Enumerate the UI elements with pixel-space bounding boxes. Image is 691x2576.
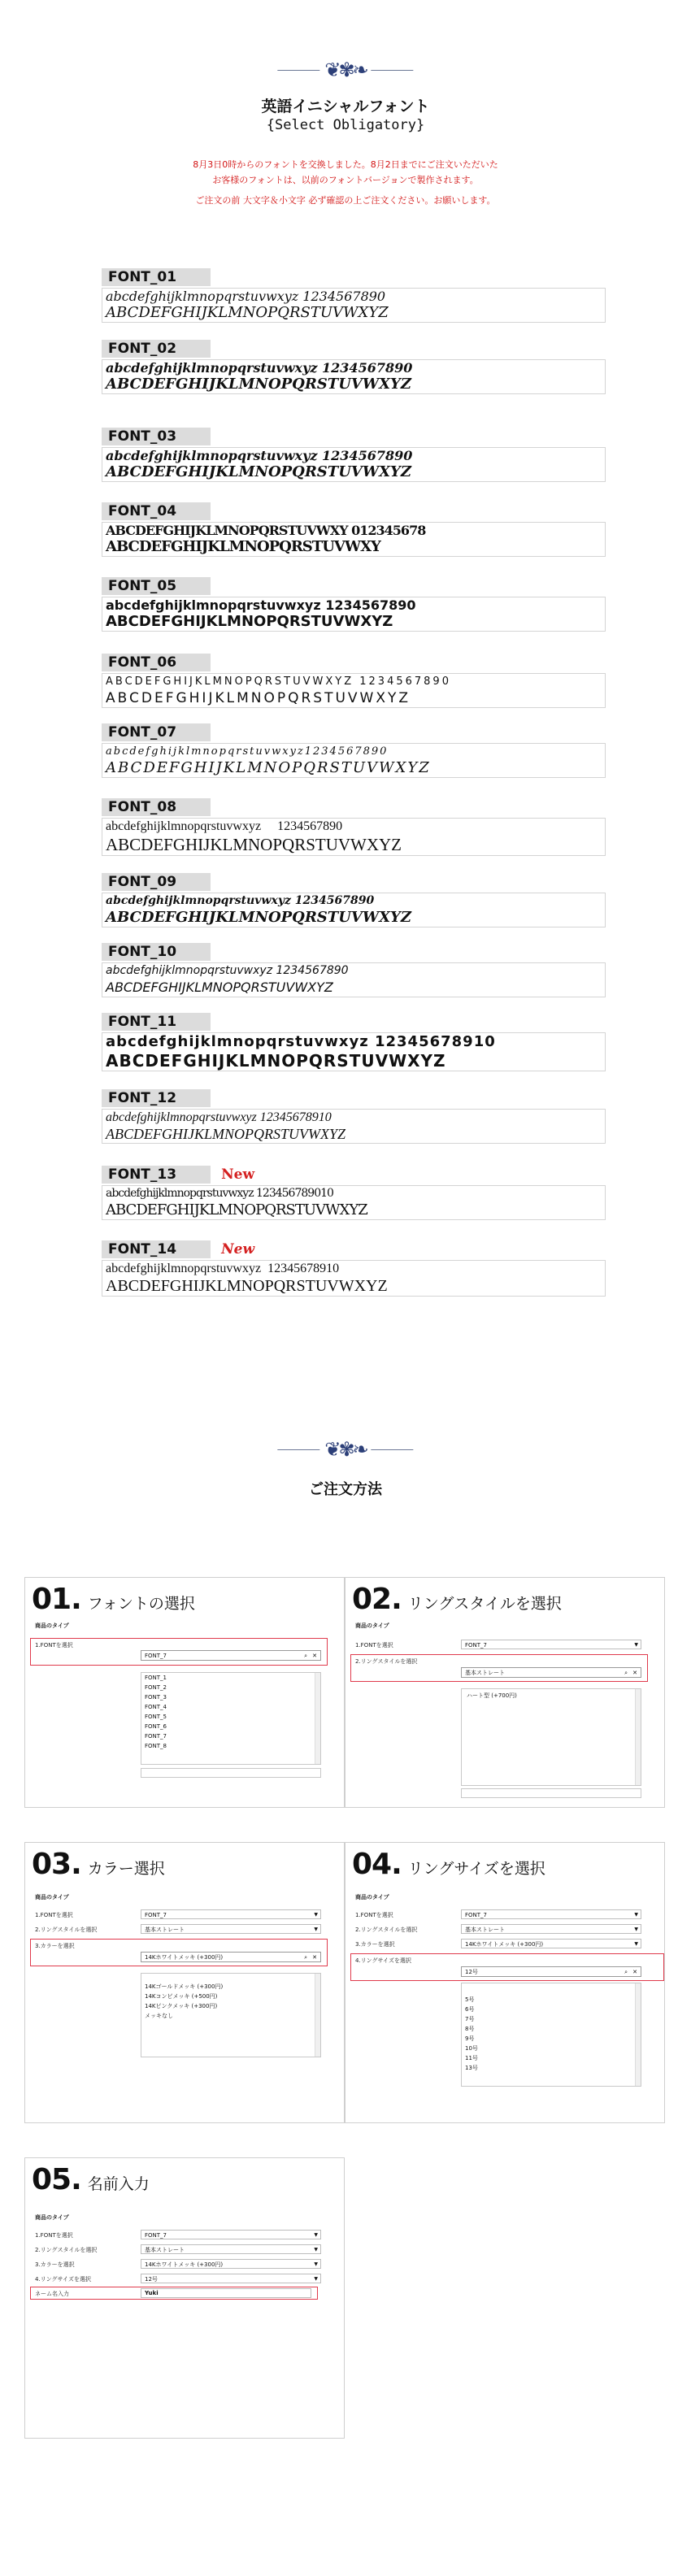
color-field-label: 3.カラーを選択 bbox=[35, 1943, 75, 1949]
step-header bbox=[352, 1848, 545, 1881]
style-field-label: 2.リングスタイルを選択 bbox=[355, 1658, 418, 1665]
step-title: リングスタイルを選択 bbox=[407, 1595, 562, 1613]
font-sample-box bbox=[102, 522, 606, 557]
font-sample-box bbox=[102, 1185, 606, 1220]
font-search-input[interactable] bbox=[141, 1650, 321, 1661]
font-label: FONT_14 bbox=[102, 1240, 211, 1258]
scrollbar[interactable] bbox=[315, 1974, 320, 2057]
list-item[interactable]: 13号 bbox=[465, 2065, 478, 2071]
size-select[interactable] bbox=[141, 2274, 321, 2283]
style-select[interactable] bbox=[461, 1924, 641, 1934]
list-item[interactable]: メッキなし bbox=[145, 2013, 173, 2019]
font-label: FONT_06 bbox=[102, 654, 211, 671]
sample-uppercase: ABCDEFGHIJKLMNOPQRSTUVWXYZ bbox=[106, 980, 333, 995]
list-item[interactable]: 6号 bbox=[465, 2006, 475, 2013]
list-item[interactable]: 14Kゴールドメッキ (+300円) bbox=[145, 1983, 224, 1990]
font-field-label: 1.FONTを選択 bbox=[35, 2232, 73, 2239]
sample-lowercase: abcdefghijklmnopqrstuvwxyz 1234567890 bbox=[106, 289, 386, 304]
select-value: FONT_7 bbox=[145, 1912, 167, 1918]
font-label: FONT_12 bbox=[102, 1089, 211, 1107]
list-item[interactable]: ハート型 (+700円) bbox=[467, 1692, 517, 1699]
list-item[interactable]: 7号 bbox=[465, 2016, 475, 2022]
sample-uppercase: ABCDEFGHIJKLMNOPQRSTUVWXYZ bbox=[106, 1277, 388, 1295]
font-field-label: 1.FONTを選択 bbox=[35, 1912, 73, 1918]
list-item[interactable]: FONT_2 bbox=[145, 1684, 167, 1691]
chevron-down-icon: ▼ bbox=[314, 2261, 318, 2267]
sample-lowercase: ABCDEFGHIJKLMNOPQRSTUVWXY 012345678 bbox=[106, 523, 426, 538]
style-field-label: 2.リングスタイルを選択 bbox=[355, 1927, 418, 1933]
search-icon: ⌕ bbox=[624, 1670, 628, 1676]
option-input[interactable] bbox=[141, 1768, 321, 1778]
font-sample-box bbox=[102, 893, 606, 927]
header-ornament bbox=[277, 60, 413, 80]
select-value: 基本ストレート bbox=[145, 1927, 185, 1933]
font-sample-08 bbox=[102, 798, 606, 856]
list-spacer bbox=[462, 1983, 641, 1995]
font-label: FONT_07 bbox=[102, 723, 211, 741]
name-field-label: ネーム名入力 bbox=[35, 2291, 69, 2297]
sample-uppercase: ABCDEFGHIJKLMNOPQRSTUVWXY bbox=[106, 538, 380, 555]
font-label: FONT_05 bbox=[102, 577, 211, 595]
form-heading: 商品のタイプ bbox=[35, 2214, 69, 2221]
sample-lowercase: abcdefghijklmnopqrstuvwxyz 1234567890 bbox=[106, 360, 413, 376]
select-value: FONT_7 bbox=[465, 1912, 488, 1918]
search-value: 基本ストレート bbox=[465, 1670, 505, 1676]
font-select[interactable] bbox=[141, 1909, 321, 1919]
sample-uppercase: ABCDEFGHIJKLMNOPQRSTUVWXYZ bbox=[106, 690, 411, 706]
chevron-down-icon: ▼ bbox=[634, 1642, 638, 1648]
list-item[interactable]: FONT_8 bbox=[145, 1743, 167, 1749]
sample-lowercase: ABCDEFGHIJKLMNOPQRSTUVWXYZ 1234567890 bbox=[106, 675, 451, 688]
chevron-down-icon: ▼ bbox=[314, 2276, 318, 2282]
size-options-list[interactable] bbox=[461, 1983, 641, 2087]
sample-lowercase: abcdefghijklmnopqrstuvwxyz 1234567890 bbox=[106, 597, 416, 613]
font-sample-04 bbox=[102, 502, 606, 557]
step-03-panel bbox=[24, 1842, 345, 2123]
chevron-down-icon: ▼ bbox=[314, 2247, 318, 2252]
select-value: 基本ストレート bbox=[145, 2247, 185, 2253]
search-icon: ⌕ bbox=[304, 1954, 307, 1961]
list-item[interactable]: 10号 bbox=[465, 2045, 478, 2052]
search-value: 14Kホワイトメッキ (+300円) bbox=[145, 1954, 224, 1961]
step-05-panel bbox=[24, 2157, 345, 2439]
list-item[interactable]: FONT_5 bbox=[145, 1714, 167, 1720]
font-label: FONT_02 bbox=[102, 340, 211, 358]
form-heading: 商品のタイプ bbox=[35, 1622, 69, 1629]
sample-uppercase: ABCDEFGHIJKLMNOPQRSTUVWXYZ bbox=[106, 1051, 446, 1071]
chevron-down-icon: ▼ bbox=[314, 1927, 318, 1932]
style-select[interactable] bbox=[141, 2244, 321, 2254]
list-item[interactable]: FONT_3 bbox=[145, 1694, 167, 1701]
new-badge: New bbox=[221, 1166, 255, 1183]
list-spacer bbox=[141, 1974, 320, 1982]
select-value: 14Kホワイトメッキ (+300円) bbox=[145, 2261, 224, 2268]
close-icon[interactable]: ✕ bbox=[632, 1670, 637, 1676]
close-icon[interactable]: ✕ bbox=[312, 1954, 317, 1961]
step-header bbox=[32, 1583, 195, 1616]
search-value: 12号 bbox=[465, 1969, 478, 1975]
font-sample-06 bbox=[102, 654, 606, 708]
font-sample-10 bbox=[102, 943, 606, 997]
color-search-input[interactable] bbox=[141, 1952, 321, 1962]
step-title: 名前入力 bbox=[87, 2175, 150, 2193]
order-section-title: ご注文方法 bbox=[309, 1481, 382, 1498]
list-item[interactable]: 14Kピンクメッキ (+300円) bbox=[145, 2003, 218, 2009]
font-sample-box bbox=[102, 743, 606, 778]
chevron-down-icon: ▼ bbox=[634, 1927, 638, 1932]
font-sample-box bbox=[102, 962, 606, 997]
sample-uppercase: ABCDEFGHIJKLMNOPQRSTUVWXYZ bbox=[106, 1126, 346, 1142]
sample-uppercase: ABCDEFGHIJKLMNOPQRSTUVWXYZ bbox=[106, 613, 393, 630]
font-label: FONT_10 bbox=[102, 943, 211, 961]
scrollbar[interactable] bbox=[315, 1673, 320, 1764]
font-sample-14 bbox=[102, 1240, 606, 1297]
style-field-label: 2.リングスタイルを選択 bbox=[35, 2247, 98, 2253]
option-input[interactable] bbox=[461, 1788, 641, 1798]
close-icon[interactable]: ✕ bbox=[632, 1969, 637, 1975]
font-sample-11 bbox=[102, 1013, 606, 1071]
font-sample-box bbox=[102, 597, 606, 632]
list-item[interactable]: 9号 bbox=[465, 2035, 475, 2042]
color-options-list[interactable] bbox=[141, 1973, 321, 2057]
list-item[interactable]: FONT_1 bbox=[145, 1675, 167, 1681]
font-sample-box bbox=[102, 673, 606, 708]
step-title: カラー選択 bbox=[87, 1860, 165, 1878]
sample-uppercase: ABCDEFGHIJKLMNOPQRSTUVWXYZ bbox=[106, 463, 412, 480]
flourish-icon: ❦✾❧ bbox=[324, 59, 367, 81]
font-sample-01 bbox=[102, 268, 606, 323]
font-sample-09 bbox=[102, 873, 606, 927]
size-search-input[interactable] bbox=[461, 1966, 641, 1977]
chevron-down-icon: ▼ bbox=[314, 2232, 318, 2238]
list-item[interactable]: FONT_4 bbox=[145, 1704, 167, 1710]
font-select[interactable] bbox=[461, 1640, 641, 1649]
font-sample-box bbox=[102, 1032, 606, 1071]
select-value: 基本ストレート bbox=[465, 1927, 505, 1933]
font-label: FONT_11 bbox=[102, 1013, 211, 1031]
sample-uppercase: ABCDEFGHIJKLMNOPQRSTUVWXYZ bbox=[106, 376, 412, 393]
ornament-line-right bbox=[372, 70, 414, 71]
select-value: FONT_7 bbox=[145, 2232, 167, 2239]
color-select[interactable] bbox=[141, 2259, 321, 2269]
step-number: 01. bbox=[32, 1583, 81, 1616]
sample-uppercase: ABCDEFGHIJKLMNOPQRSTUVWXYZ bbox=[106, 909, 412, 926]
step-number: 05. bbox=[32, 2163, 81, 2196]
sample-lowercase: abcdefghijklmnopqrstuvwxyz 12345678910 bbox=[106, 1110, 332, 1124]
step-header bbox=[32, 2163, 150, 2196]
sample-uppercase: ABCDEFGHIJKLMNOPQRSTUVWXYZ bbox=[106, 1201, 367, 1218]
size-field-label: 4.リングサイズを選択 bbox=[355, 1957, 411, 1964]
step-number: 03. bbox=[32, 1848, 81, 1881]
color-field-label: 3.カラーを選択 bbox=[35, 2261, 75, 2268]
notice-line-3: ご注文の前 大文字＆小文字 必ず確認の上ご注文ください。お願いします。 bbox=[195, 195, 496, 206]
font-label: FONT_01 bbox=[102, 268, 211, 286]
font-sample-box bbox=[102, 818, 606, 856]
step-02-panel bbox=[345, 1577, 665, 1808]
style-select[interactable] bbox=[141, 1924, 321, 1934]
ornament-line-right bbox=[372, 1449, 414, 1450]
step-title: フォントの選択 bbox=[87, 1595, 195, 1613]
list-item[interactable]: 14Kコンビメッキ (+500円) bbox=[145, 1993, 218, 2000]
sample-lowercase: abcdefghijklmnopqrstuvwxyz 1234567890 bbox=[106, 964, 349, 977]
font-sample-03 bbox=[102, 428, 606, 482]
form-heading: 商品のタイプ bbox=[355, 1894, 389, 1901]
font-select[interactable] bbox=[461, 1909, 641, 1919]
chevron-down-icon: ▼ bbox=[634, 1912, 638, 1918]
font-sample-02 bbox=[102, 340, 606, 394]
new-badge: New bbox=[221, 1241, 255, 1258]
step-01-panel bbox=[24, 1577, 345, 1808]
search-value: FONT_7 bbox=[145, 1653, 167, 1659]
sample-lowercase: abcdefghijklmnopqrstuvwxyz 1234567890 bbox=[106, 448, 413, 463]
list-item[interactable]: 11号 bbox=[465, 2055, 478, 2061]
select-value: FONT_7 bbox=[465, 1642, 488, 1649]
font-sample-07 bbox=[102, 723, 606, 778]
step-number: 04. bbox=[352, 1848, 402, 1881]
list-item[interactable]: FONT_7 bbox=[145, 1733, 167, 1740]
order-ornament bbox=[277, 1440, 413, 1459]
sample-lowercase: abcdefghijklmnopqrstuvwxyz 12345678910 bbox=[106, 1033, 496, 1050]
ornament-line-left bbox=[277, 70, 319, 71]
sample-lowercase: abcdefghijklmnopqrstuvwxyz 12345678910 bbox=[106, 1262, 340, 1275]
ornament-line-left bbox=[277, 1449, 319, 1450]
step-header bbox=[352, 1583, 562, 1616]
list-item[interactable]: 5号 bbox=[465, 1996, 475, 2003]
style-search-input[interactable] bbox=[461, 1667, 641, 1678]
font-label: FONT_09 bbox=[102, 873, 211, 891]
size-field-label: 4.リングサイズを選択 bbox=[35, 2276, 91, 2283]
style-options-list[interactable] bbox=[461, 1688, 641, 1786]
step-number: 02. bbox=[352, 1583, 402, 1616]
page-title: 英語イニシャルフォント bbox=[261, 98, 430, 115]
notice-line-1: 8月3日0時からのフォントを交換しました。8月2日までにご注文いただいた bbox=[193, 159, 498, 170]
font-sample-box bbox=[102, 447, 606, 482]
sample-uppercase: ABCDEFGHIJKLMNOPQRSTUVWXYZ bbox=[106, 835, 402, 854]
page-subtitle: {Select Obligatory} bbox=[266, 117, 425, 133]
font-sample-box bbox=[102, 288, 606, 323]
font-field-label: 1.FONTを選択 bbox=[35, 1642, 73, 1649]
font-field-label: 1.FONTを選択 bbox=[355, 1912, 393, 1918]
sample-lowercase: abcdefghijklmnopqrstuvwxyz 123456789010 bbox=[106, 1187, 333, 1200]
name-input[interactable] bbox=[141, 2288, 311, 2298]
scrollbar[interactable] bbox=[635, 1983, 641, 2086]
color-field-label: 3.カラーを選択 bbox=[355, 1941, 395, 1948]
sample-lowercase: abcdefghijklmnopqrstuvwxyz 1234567890 bbox=[106, 894, 375, 907]
scrollbar[interactable] bbox=[635, 1689, 641, 1785]
notice-line-2: お客様のフォントは、以前のフォントバージョンで製作されます。 bbox=[212, 175, 479, 185]
font-sample-box bbox=[102, 1260, 606, 1297]
style-field-label: 2.リングスタイルを選択 bbox=[35, 1927, 98, 1933]
select-value: 14Kホワイトメッキ (+300円) bbox=[465, 1941, 544, 1948]
form-heading: 商品のタイプ bbox=[355, 1622, 389, 1629]
font-label: FONT_04 bbox=[102, 502, 211, 520]
step-title: リングサイズを選択 bbox=[407, 1860, 545, 1878]
chevron-down-icon: ▼ bbox=[314, 1912, 318, 1918]
font-options-list[interactable] bbox=[141, 1672, 321, 1765]
chevron-down-icon: ▼ bbox=[634, 1941, 638, 1947]
font-label: FONT_08 bbox=[102, 798, 211, 816]
list-item[interactable]: 8号 bbox=[465, 2026, 475, 2032]
step-header bbox=[32, 1848, 165, 1881]
step-04-panel bbox=[345, 1842, 665, 2123]
font-field-label: 1.FONTを選択 bbox=[355, 1642, 393, 1649]
sample-uppercase: ABCDEFGHIJKLMNOPQRSTUVWXYZ bbox=[106, 304, 389, 321]
font-select[interactable] bbox=[141, 2230, 321, 2239]
sample-lowercase: abcdefghijklmnopqrstuvwxyz1234567890 bbox=[106, 745, 389, 758]
font-label: FONT_03 bbox=[102, 428, 211, 445]
search-icon: ⌕ bbox=[304, 1653, 307, 1659]
color-select[interactable] bbox=[461, 1939, 641, 1948]
search-icon: ⌕ bbox=[624, 1969, 628, 1975]
flourish-icon: ❦✾❧ bbox=[324, 1438, 367, 1461]
font-label: FONT_13 bbox=[102, 1166, 211, 1184]
sample-uppercase: ABCDEFGHIJKLMNOPQRSTUVWXYZ bbox=[106, 759, 431, 776]
form-heading: 商品のタイプ bbox=[35, 1894, 69, 1901]
select-value: 12号 bbox=[145, 2276, 158, 2283]
font-sample-box bbox=[102, 1109, 606, 1144]
list-item[interactable]: FONT_6 bbox=[145, 1723, 167, 1730]
input-value: Yuki bbox=[145, 2290, 159, 2296]
font-sample-box bbox=[102, 359, 606, 394]
font-sample-12 bbox=[102, 1089, 606, 1144]
close-icon[interactable]: ✕ bbox=[312, 1653, 317, 1659]
font-sample-05 bbox=[102, 577, 606, 632]
font-sample-13 bbox=[102, 1166, 606, 1220]
sample-lowercase: abcdefghijklmnopqrstuvwxyz 1234567890 bbox=[106, 819, 343, 833]
